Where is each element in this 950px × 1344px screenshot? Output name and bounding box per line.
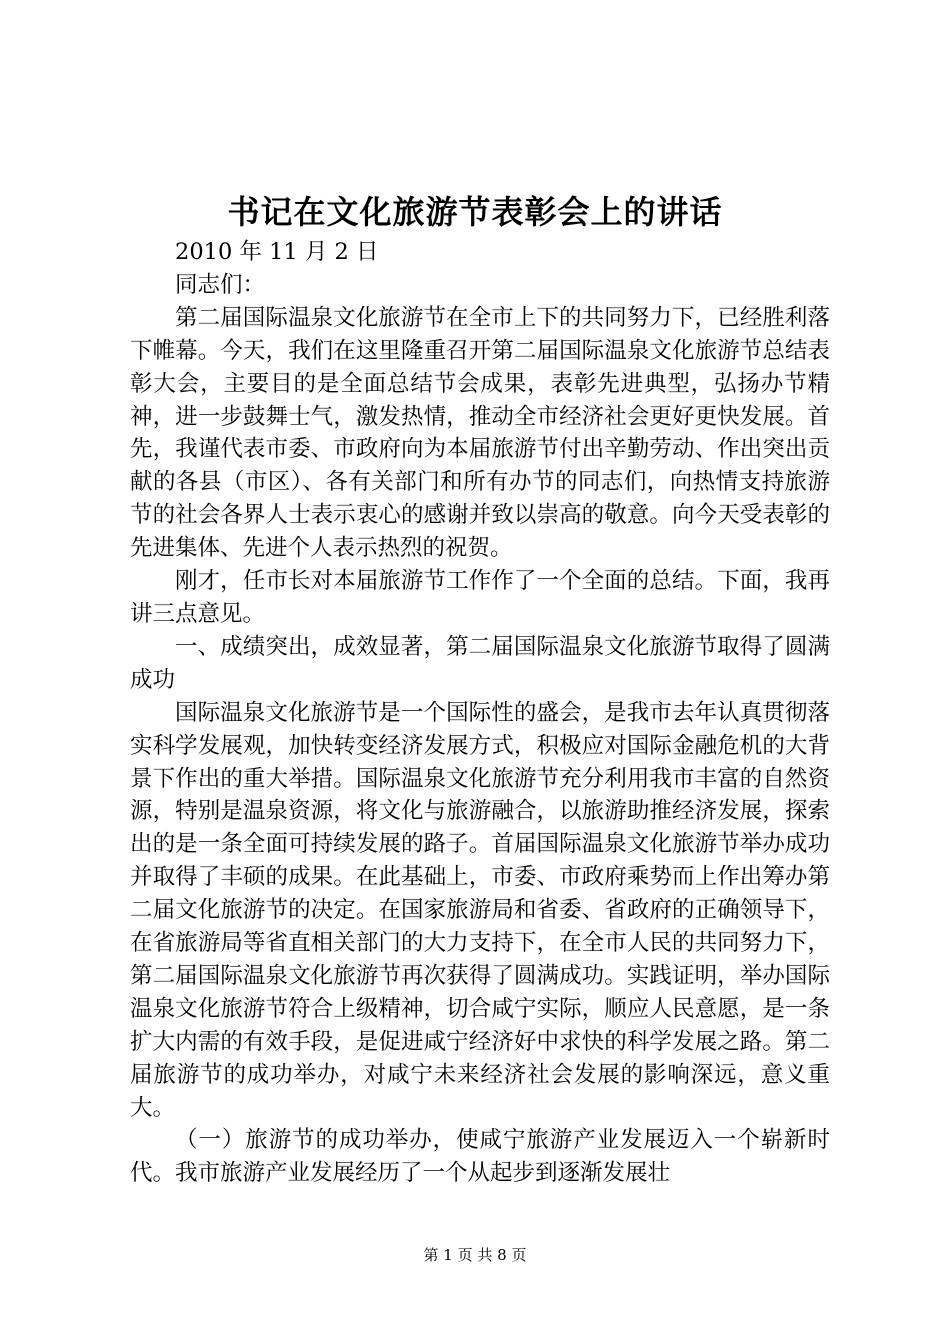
salutation: 同志们： — [175, 271, 266, 298]
page-number-footer: 第 1 页 共 8 页 — [423, 1246, 527, 1264]
date-line: 2010 年 11 月 2 日 — [175, 239, 379, 265]
paragraph: 国际温泉文化旅游节是一个国际性的盛会，是我市去年认真贯彻落实科学发展观，加快转变经济发展方式，积极应对国际金融危机的大背景下作出的重大举措。国际温泉文化旅游节充分利用我市丰富的自然资源，特别是温泉资源，将文化与旅游融合，以旅游助推经济发展，探索出的是一条全面可持续发展的路子。首届国际温泉文化旅游节举办成功并取得了丰硕的成果。在此基础上，市委、市政府乘势而上作出筹办第二届文化旅游节的决定。在国家旅游局和省委、省政府的正确领导下，在省旅游局等省直相关部门的大力支持下，在全市人民的共同努力下，第二届国际温泉文化旅游节再次获得了圆满成功。实践证明，举办国际温泉文化旅游节符合上级精神，切合咸宁实际，顺应人民意愿，是一条扩大内需的有效手段，是促进咸宁经济好中求快的科学发展之路。第二届旅游节的成功举办，对咸宁未来经济社会发展的影响深远，意义重大。 — [130, 699, 830, 1121]
paragraph: （一）旅游节的成功举办，使咸宁旅游产业发展迈入一个崭新时代。我市旅游产业发展经历了一个从起步到逐渐发展壮 — [130, 1127, 830, 1187]
document-title: 书记在文化旅游节表彰会上的讲话 — [227, 193, 723, 231]
paragraph: 第二届国际温泉文化旅游节在全市上下的共同努力下，已经胜利落下帷幕。今天，我们在这里隆重召开第二届国际温泉文化旅游节总结表彰大会，主要目的是全面总结节会成果，表彰先进典型，弘扬办节精神，进一步鼓舞士气，激发热情，推动全市经济社会更好更快发展。首先，我谨代表市委、市政府向为本届旅游节付出辛勤劳动、作出突出贡献的各县（市区）、各有关部门和所有办节的同志们，向热情支持旅游节的社会各界人士表示衷心的感谢并致以崇高的敬意。向今天受表彰的先进集体、先进个人表示热烈的祝贺。 — [130, 304, 830, 562]
document-body — [130, 236, 830, 1190]
paragraph: 刚才，任市长对本届旅游节工作作了一个全面的总结。下面，我再讲三点意见。 — [130, 568, 830, 627]
section-heading: 一、成绩突出，成效显著，第二届国际温泉文化旅游节取得了圆满成功 — [130, 633, 830, 693]
